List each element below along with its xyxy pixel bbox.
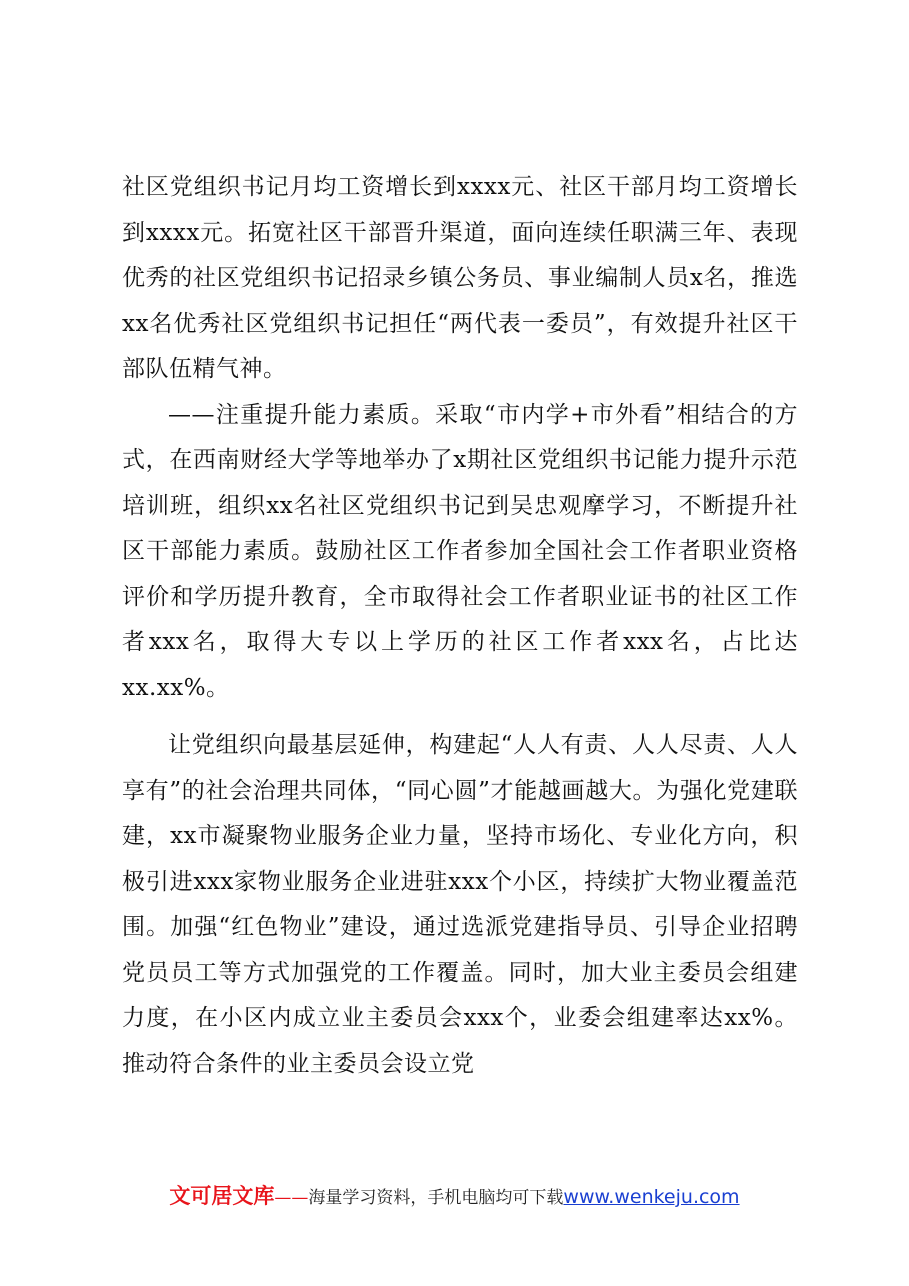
footer-tagline: 海量学习资料，手机电脑均可下载	[308, 1188, 564, 1208]
website-link[interactable]: www.wenkeju.com	[563, 1186, 740, 1208]
paragraph: 社区党组织书记月均工资增长到xxxx元、社区干部月均工资增长到xxxx元。拓宽社区干部晋升渠道，面向连续任职满三年、表现优秀的社区党组织书记招录乡镇公务员、事业编制人员x名，推选xx名优秀社区党组织书记担任“两代表一委员”，有效提升社区干部队伍精气神。	[122, 174, 798, 382]
brand-name: 文可居文库	[169, 1184, 275, 1208]
paragraph: 让党组织向最基层延伸，构建起“人人有责、人人尽责、人人享有”的社会治理共同体，“同心圆”才能越画越大。为强化党建联建，xx市凝聚物业服务企业力量，坚持市场化、专业化方向，积极引进xxx家物业服务企业进驻xxx个小区，持续扩大物业覆盖范围。加强“红色物业”建设，通过选派党建指导员、引导企业招聘党员员工等方式加强党的工作覆盖。同时，加大业主委员会组建力度，在小区内成立业主委员会xxx个，业委会组建率达xx%。推动符合条件的业主委员会设立党	[122, 732, 798, 1077]
paragraph: ——注重提升能力素质。采取“市内学+市外看”相结合的方式，在西南财经大学等地举办了x期社区党组织书记能力提升示范培训班，组织xx名社区党组织书记到吴忠观摩学习，不断提升社区干部能力素质。鼓励社区工作者参加全国社会工作者职业资格评价和学历提升教育，全市取得社会工作者职业证书的社区工作者xxx名，取得大专以上学历的社区工作者xxx名，占比达xx.xx%。	[122, 401, 798, 701]
footer-dash: ——	[274, 1188, 309, 1208]
footer-banner	[0, 1180, 909, 1210]
document-body	[122, 165, 798, 1087]
